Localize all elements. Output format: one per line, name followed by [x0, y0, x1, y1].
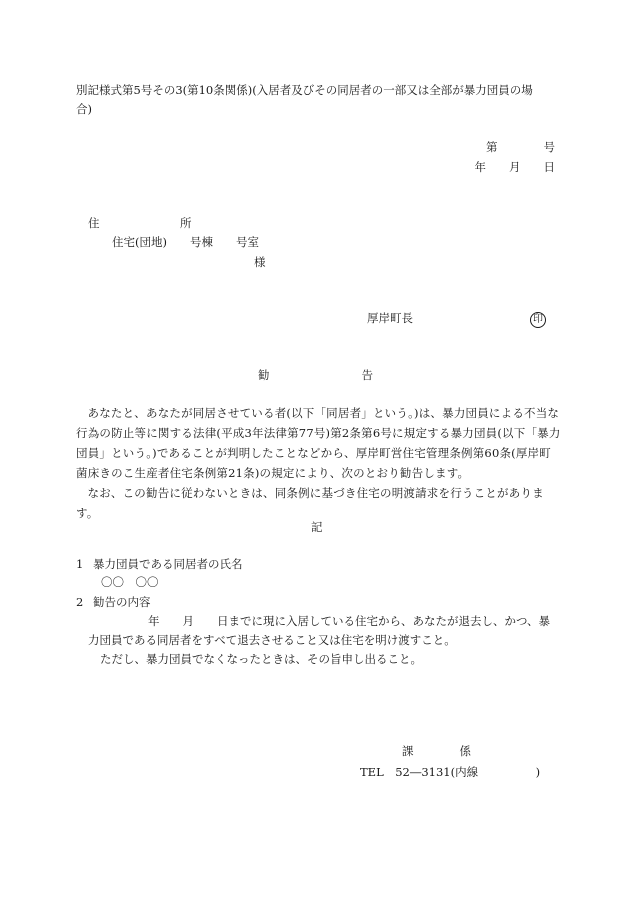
item-number: 2	[76, 595, 84, 609]
seal-mark-wrapper	[530, 312, 546, 328]
item-title: 勧告の内容	[93, 595, 151, 609]
housing-label: 住宅(団地) 号棟 号室	[112, 235, 259, 249]
seal-mark: 印	[530, 312, 546, 328]
contact-tel: TEL 52―3131(内線 )	[360, 765, 541, 779]
document-number: 第 号	[486, 140, 555, 154]
item-line-3: ただし、暴力団員でなくなったときは、その旨申し出ること。	[100, 652, 422, 666]
item-detail: 〇〇 〇〇	[101, 575, 159, 589]
ki-label: 記	[311, 520, 323, 534]
item-line-1: 年 月 日までに現に入居している住宅から、あなたが退去し、かつ、暴	[148, 614, 551, 628]
sender-title: 厚岸町長	[367, 311, 413, 325]
contact-section: 課 係	[402, 744, 471, 758]
document-date: 年 月 日	[474, 160, 555, 174]
item-number: 1	[76, 557, 84, 571]
item-line-2: 力団員である同居者をすべて退去させること又は住宅を明け渡すこと。	[88, 633, 456, 647]
body-text	[76, 403, 561, 523]
body-paragraph-1: あなたと、あなたが同居させている者(以下「同居者」という。)は、暴力団員による不当な行為の防止等に関する法律(平成3年法律第77号)第2条第6号に規定する暴力団員(以下「暴力団員」という。)であることが判明したことなどから、厚岸町営住宅管理条例第60条(厚岸町菌床きのこ生産者住宅条例第21条)の規定により、次のとおり勧告します。	[76, 406, 561, 480]
address-label: 住 所	[88, 216, 192, 230]
form-title-line1: 別記様式第5号その3(第10条関係)(入居者及びその同居者の一部又は全部が暴力団員の場	[76, 83, 533, 97]
honorific-sama: 様	[254, 255, 266, 269]
document-title: 勧 告	[258, 368, 373, 382]
body-paragraph-2: なお、この勧告に従わないときは、同条例に基づき住宅の明渡請求を行うことがあります。	[76, 486, 544, 520]
item-title: 暴力団員である同居者の氏名	[93, 557, 243, 571]
form-title-line2: 合)	[76, 102, 92, 116]
